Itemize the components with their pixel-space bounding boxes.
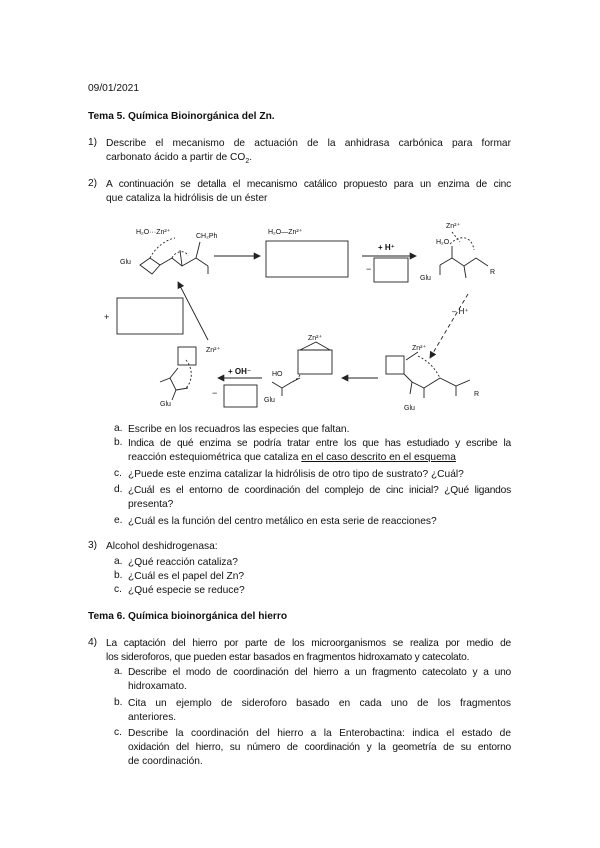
- q4b-line1: Cita un ejemplo de sideroforo basado en cada uno de los fragmentos: [128, 698, 511, 709]
- q2a-text: Escribe en los recuadros las especies que faltan.: [128, 424, 350, 435]
- q3b-text: ¿Cuál es el papel del Zn?: [128, 571, 245, 582]
- label-minus-b: −: [212, 388, 218, 398]
- q2d-text: ¿Cuál es el entorno de coordinación del complejo de cinc inicial? ¿Qué ligandos: [128, 485, 511, 496]
- q4b-letter: b.: [114, 697, 123, 708]
- label-ch2ph: CH₂Ph: [196, 233, 218, 240]
- missing-species-box-6: [298, 350, 332, 374]
- label-zn-right: Zn²⁺: [412, 345, 427, 352]
- label-glu-bl: Glu: [160, 401, 171, 408]
- label-r-right: R: [474, 391, 480, 398]
- label-minus-a: −: [366, 264, 372, 274]
- q2d-letter: d.: [114, 484, 123, 495]
- missing-species-box-7: [386, 356, 404, 374]
- q2-number: 2): [88, 178, 98, 189]
- label-glu-c: Glu: [420, 275, 431, 282]
- document-date: 09/01/2021: [88, 83, 139, 94]
- missing-species-box-1: [266, 241, 348, 277]
- q2e-letter: e.: [114, 515, 123, 526]
- reaction-scheme: [0, 210, 600, 422]
- q4c-line2: oxidación del hierro, su número de coordinación y la geometría de su entorno: [128, 742, 511, 753]
- label-plus-oh: + OH⁻: [228, 367, 252, 376]
- label-glu-1: Glu: [120, 259, 131, 266]
- tema6-title: Tema 6. Química bioinorgánica del hierro: [88, 611, 288, 622]
- q2-line1: A continuación se detalla el mecanismo catálico propuesto para un enzima de cinc: [106, 179, 511, 190]
- missing-species-box-3: [117, 298, 183, 334]
- structure-bottom-right: [404, 352, 470, 398]
- q2d-cont: presenta?: [128, 499, 174, 510]
- label-plus-h: + H⁺: [378, 243, 395, 252]
- structure-bottom-left: [160, 360, 191, 400]
- label-zn-c: Zn²⁺: [446, 223, 461, 230]
- q1-number: 1): [88, 137, 98, 148]
- label-glu-mid: Glu: [264, 397, 275, 404]
- label-h2o-zn-a: H₂O···Zn²⁺: [136, 229, 171, 236]
- q1-line1: Describe el mecanismo de actuación de la anhidrasa carbónica para formar: [106, 138, 511, 149]
- tema5-title: Tema 5. Química Bioinorgánica del Zn.: [88, 111, 275, 122]
- q4c-line3: de coordinación.: [128, 756, 203, 767]
- q4-line1: La captación del hierro por parte de los microorganismos se realiza por medio de: [106, 638, 511, 649]
- missing-species-box-4: [178, 347, 196, 365]
- label-zn-mid: Zn²⁺: [308, 335, 323, 342]
- label-plus-left: +: [104, 312, 110, 322]
- q3-text: Alcohol deshidrogenasa:: [106, 541, 218, 552]
- q2c-text: ¿Puede este enzima catalizar la hidrólisis de otro tipo de sustrato? ¿Cuál?: [128, 469, 464, 480]
- label-minus-h: – H⁺: [452, 307, 469, 316]
- q3c-letter: c.: [114, 584, 122, 595]
- q3c-text: ¿Qué especie se reduce?: [128, 585, 245, 596]
- q2-line2: que cataliza la hidrólisis de un éster: [106, 193, 268, 204]
- missing-species-box-5: [224, 385, 257, 407]
- label-h2o-c: H₂O: [436, 239, 450, 246]
- structure-top-left: [140, 238, 208, 274]
- q2b-underlined: en el caso descrito en el esquema: [301, 452, 456, 463]
- q4a-letter: a.: [114, 666, 123, 677]
- q2a-letter: a.: [114, 423, 123, 434]
- label-zn-bottom-left: Zn²⁺: [206, 347, 221, 354]
- q4b-line2: anteriores.: [128, 712, 177, 723]
- q3a-text: ¿Qué reacción cataliza?: [128, 557, 238, 568]
- q3a-letter: a.: [114, 556, 123, 567]
- q2b-cont: reacción estequiométrica que cataliza en el caso descrito en el esquema: [128, 452, 456, 463]
- q2e-text: ¿Cuál es la función del centro metálico en esta serie de reacciones?: [128, 516, 437, 527]
- label-h2o-zn-b: H₂O—Zn²⁺: [268, 229, 303, 236]
- q4a-line1: Describe el modo de coordinación del hierro a un fragmento catecolato y a uno: [128, 667, 511, 678]
- q4-number: 4): [88, 637, 98, 648]
- label-glu-right: Glu: [404, 405, 415, 412]
- label-r-c: R: [490, 269, 496, 276]
- label-ho-mid: HO: [272, 371, 283, 378]
- q3-number: 3): [88, 540, 98, 551]
- structure-bottom-middle: [272, 375, 300, 396]
- q4-line2: los sideroforos, que pueden estar basados en fragmentos hidroxamato y catecolato.: [106, 652, 470, 663]
- q2b-letter: b.: [114, 437, 123, 448]
- q2c-letter: c.: [114, 468, 122, 479]
- q4c-letter: c.: [114, 727, 122, 738]
- q4c-line1: Describe la coordinación del hierro a la Enterobactina: indica el estado de: [128, 728, 511, 739]
- q2b-text: Indica de qué enzima se podría tratar entre los que has estudiado y escribe la: [128, 438, 511, 449]
- q3b-letter: b.: [114, 570, 123, 581]
- q4a-line2: hidroxamato.: [128, 681, 187, 692]
- q1-line2: carbonato ácido a partir de $CO_2$.: [106, 152, 253, 166]
- missing-species-box-2: [374, 258, 408, 282]
